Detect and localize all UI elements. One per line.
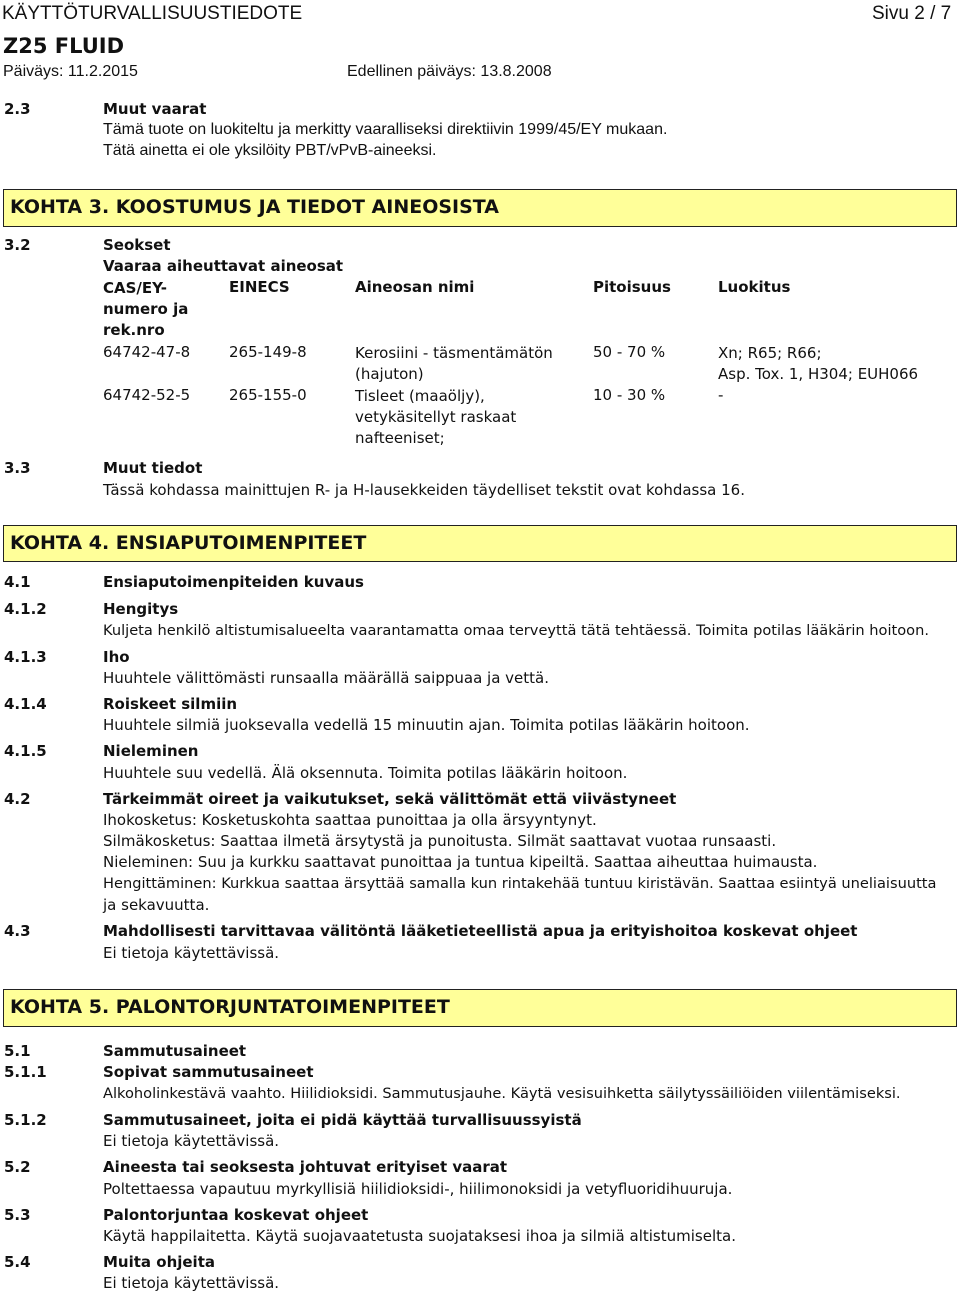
body-text: Käytä happilaitetta. Käytä suojavaatetusta suojataksesi ihoa ja silmiä altistumiselta. [103, 1227, 736, 1245]
section-title: Muita ohjeita [103, 1253, 215, 1271]
section-subtitle: Vaaraa aiheuttavat aineosat [103, 257, 344, 275]
document-title: KÄYTTÖTURVALLISUUSTIEDOTE [2, 3, 303, 24]
page-label: Sivu [872, 3, 909, 24]
table-cell-name: Tisleet (maaöljy), vetykäsitellyt raskaat nafteeniset; [355, 387, 517, 447]
section-number: 4.1.4 [4, 695, 47, 713]
section-number: 5.3 [4, 1206, 31, 1224]
body-text: Ei tietoja käytettävissä. [103, 1274, 280, 1292]
table-header-einecs: EINECS [229, 278, 290, 296]
table-header-cas: CAS/EY- numero ja rek.nro [103, 279, 189, 339]
section-number: 5.2 [4, 1158, 31, 1176]
page-indicator [872, 3, 951, 25]
table-cell-classification: - [718, 386, 724, 404]
section-number: 5.1 [4, 1042, 31, 1060]
body-text: Silmäkosketus: Saattaa ilmetä ärsytystä ja punoitusta. Silmät saattavat vuotaa runsaasti. [103, 832, 777, 850]
table-header-name: Aineosan nimi [355, 278, 475, 296]
section-title: Sammutusaineet, joita ei pidä käyttää turvallisuussyistä [103, 1111, 582, 1129]
section-heading-text: KOHTA 4. ENSIAPUTOIMENPITEET [10, 532, 367, 554]
section-title: Seokset [103, 236, 171, 254]
table-cell-einecs: 265-149-8 [229, 343, 307, 361]
section-title: Tärkeimmät oireet ja vaikutukset, sekä välittömät että viivästyneet [103, 790, 677, 808]
section-heading-3 [3, 189, 957, 227]
section-number: 5.1.1 [4, 1063, 47, 1081]
body-text: ja sekavuutta. [103, 896, 210, 914]
section-number: 2.3 [4, 100, 31, 118]
body-text: Tätä ainetta ei ole yksilöity PBT/vPvB-aineeksi. [103, 142, 437, 159]
page-separator: / [930, 3, 936, 24]
section-heading-text: KOHTA 3. KOOSTUMUS JA TIEDOT AINEOSISTA [10, 196, 499, 218]
section-title: Hengitys [103, 600, 179, 618]
table-cell-concentration: 10 - 30 % [593, 386, 666, 404]
section-title: Palontorjuntaa koskevat ohjeet [103, 1206, 369, 1224]
section-title: Aineesta tai seoksesta johtuvat erityiset vaarat [103, 1158, 508, 1176]
product-name: Z25 FLUID [3, 34, 125, 58]
section-title: Ensiaputoimenpiteiden kuvaus [103, 573, 364, 591]
section-title: Sammutusaineet [103, 1042, 247, 1060]
body-text: Kuljeta henkilö altistumisalueelta vaarantamatta omaa terveyttä tätä tehtäessä. Toimita potilas lääkärin hoitoon. [103, 622, 929, 639]
body-text: Alkoholinkestävä vaahto. Hiilidioksidi. Sammutusjauhe. Käytä vesisuihketta säilytyssäiliöiden viilentämiseksi. [103, 1085, 901, 1102]
body-text: Ihokosketus: Kosketuskohta saattaa punoittaa ja olla ärsyyntynyt. [103, 811, 597, 829]
section-title: Mahdollisesti tarvittavaa välitöntä lääketieteellistä apua ja erityishoitoa koskevat ohjeet [103, 922, 858, 940]
section-number: 5.4 [4, 1253, 31, 1271]
section-number: 5.1.2 [4, 1111, 47, 1129]
section-title: Muut vaarat [103, 100, 207, 118]
table-header-classification: Luokitus [718, 278, 791, 296]
table-cell-cas: 64742-52-5 [103, 386, 191, 404]
section-number: 4.1 [4, 573, 31, 591]
section-number: 3.3 [4, 459, 31, 477]
section-number: 4.1.3 [4, 648, 47, 666]
body-text: Ei tietoja käytettävissä. [103, 1132, 280, 1150]
section-number: 4.2 [4, 790, 31, 808]
table-cell-cas: 64742-47-8 [103, 343, 191, 361]
section-title: Sopivat sammutusaineet [103, 1063, 314, 1081]
table-cell-concentration: 50 - 70 % [593, 343, 666, 361]
body-text: Huuhtele suu vedellä. Älä oksennuta. Toimita potilas lääkärin hoitoon. [103, 764, 628, 782]
section-heading-5 [3, 989, 957, 1027]
section-number: 3.2 [4, 236, 31, 254]
page-current: 2 [914, 3, 925, 24]
body-text: Tässä kohdassa mainittujen R- ja H-lausekkeiden täydelliset tekstit ovat kohdassa 16. [103, 481, 745, 499]
section-number: 4.1.5 [4, 742, 47, 760]
section-number: 4.1.2 [4, 600, 47, 618]
section-title: Muut tiedot [103, 459, 203, 477]
table-cell-name: Kerosiini - täsmentämätön (hajuton) [355, 344, 553, 383]
body-text: Huuhtele välittömästi runsaalla määrällä saippuaa ja vettä. [103, 669, 550, 687]
page-total: 7 [940, 3, 952, 24]
table-header-concentration: Pitoisuus [593, 278, 671, 296]
section-heading-text: KOHTA 5. PALONTORJUNTATOIMENPITEET [10, 996, 450, 1018]
section-title: Roiskeet silmiin [103, 695, 238, 713]
section-title: Nieleminen [103, 742, 199, 760]
section-number: 4.3 [4, 922, 31, 940]
issue-date: Päiväys: 11.2.2015 [3, 63, 138, 80]
body-text: Nieleminen: Suu ja kurkku saattavat punoittaa ja tuntua kipeiltä. Saattaa aiheuttaa huimausta. [103, 853, 818, 871]
body-text: Huuhtele silmiä juoksevalla vedellä 15 minuutin ajan. Toimita potilas lääkärin hoitoon. [103, 716, 750, 734]
body-text: Ei tietoja käytettävissä. [103, 944, 280, 962]
table-cell-classification: Xn; R65; R66; Asp. Tox. 1, H304; EUH066 [718, 344, 919, 383]
section-heading-4 [3, 525, 957, 562]
table-cell-einecs: 265-155-0 [229, 386, 307, 404]
previous-date: Edellinen päiväys: 13.8.2008 [347, 63, 552, 80]
body-text: Poltettaessa vapautuu myrkyllisiä hiilidioksidi-, hiilimonoksidi ja vetyfluoridihuuruja. [103, 1180, 733, 1198]
body-text: Tämä tuote on luokiteltu ja merkitty vaaralliseksi direktiivin 1999/45/EY mukaan. [103, 121, 668, 138]
body-text: Hengittäminen: Kurkkua saattaa ärsyttää samalla kun rintakehää tuntuu kiristävän. Saattaa esiintyä uneliaisuutta [103, 875, 937, 892]
section-title: Iho [103, 648, 130, 666]
